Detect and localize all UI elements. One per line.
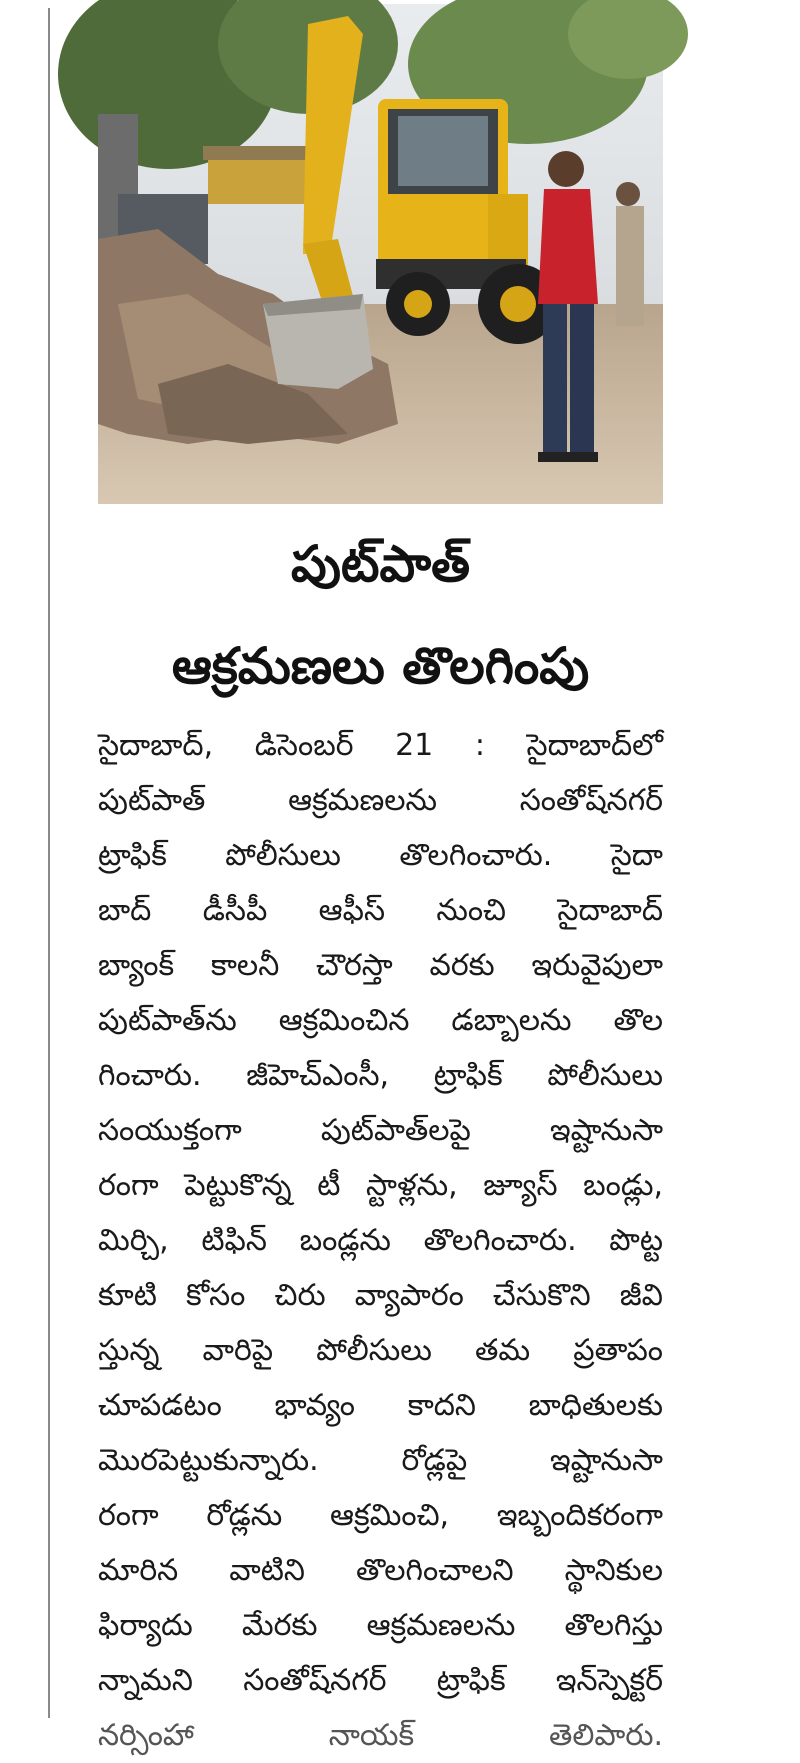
article-line: చూపడటం భావ్యం కాదని బాధితులకు	[98, 1388, 663, 1423]
article-line: పుట్‌పాత్‌ను ఆక్రమించిన డబ్బాలను తొల	[98, 1003, 663, 1038]
news-photo-excavator	[98, 4, 663, 504]
article-line: బాద్ డీసీపీ ఆఫీస్ నుంచి సైదాబాద్	[98, 893, 663, 928]
article-line: బ్యాంక్ కాలనీ చౌరస్తా వరకు ఇరువైపులా	[98, 948, 663, 983]
article-line-clipped: నర్సింహా నాయక్ తెలిపారు.	[98, 1718, 663, 1753]
article-body	[98, 718, 663, 1753]
article-line: న్నామని సంతోష్‌నగర్ ట్రాఫిక్ ఇన్‌స్పెక్టర్	[98, 1663, 663, 1698]
article-line: కూటి కోసం చిరు వ్యాపారం చేసుకొని జీవి	[98, 1278, 663, 1313]
article-line: స్తున్న వారిపై పోలీసులు తమ ప్రతాపం	[98, 1333, 663, 1368]
headline-line-1: పుట్‌పాత్	[291, 535, 470, 593]
article-line: మొరపెట్టుకున్నారు. రోడ్లపై ఇష్టానుసా	[98, 1443, 663, 1478]
article-line: సంయుక్తంగా పుట్‌పాత్‌లపై ఇష్టానుసా	[98, 1113, 663, 1148]
article-line: ట్రాఫిక్ పోలీసులు తొలగించారు. సైదా	[98, 838, 663, 873]
article-line: గించారు. జీహెచ్ఎంసీ, ట్రాఫిక్ పోలీసులు	[98, 1058, 663, 1093]
article-line: రంగా పెట్టుకొన్న టీ స్టాళ్లను, జ్యూస్ బండ్లు,	[98, 1168, 663, 1203]
article-line: పుట్‌పాత్ ఆక్రమణలను సంతోష్‌నగర్	[98, 783, 663, 818]
jcb-excavator-icon	[98, 4, 663, 504]
article-line: సైదాబాద్, డిసెంబర్ 21 : సైదాబాద్‌లో	[98, 728, 663, 763]
article-line: ఫిర్యాదు మేరకు ఆక్రమణలను తొలగిస్తు	[98, 1608, 663, 1643]
article-line: మిర్చి, టిఫిన్ బండ్లను తొలగించారు. పొట్ట	[98, 1223, 663, 1258]
article-line: మారిన వాటిని తొలగించాలని స్థానికుల	[98, 1553, 663, 1588]
headline-line-2: ఆక్రమణలు తొలగింపు	[171, 637, 590, 695]
column-divider	[48, 8, 50, 1718]
article-line: రంగా రోడ్లను ఆక్రమించి, ఇబ్బందికరంగా	[98, 1498, 663, 1533]
